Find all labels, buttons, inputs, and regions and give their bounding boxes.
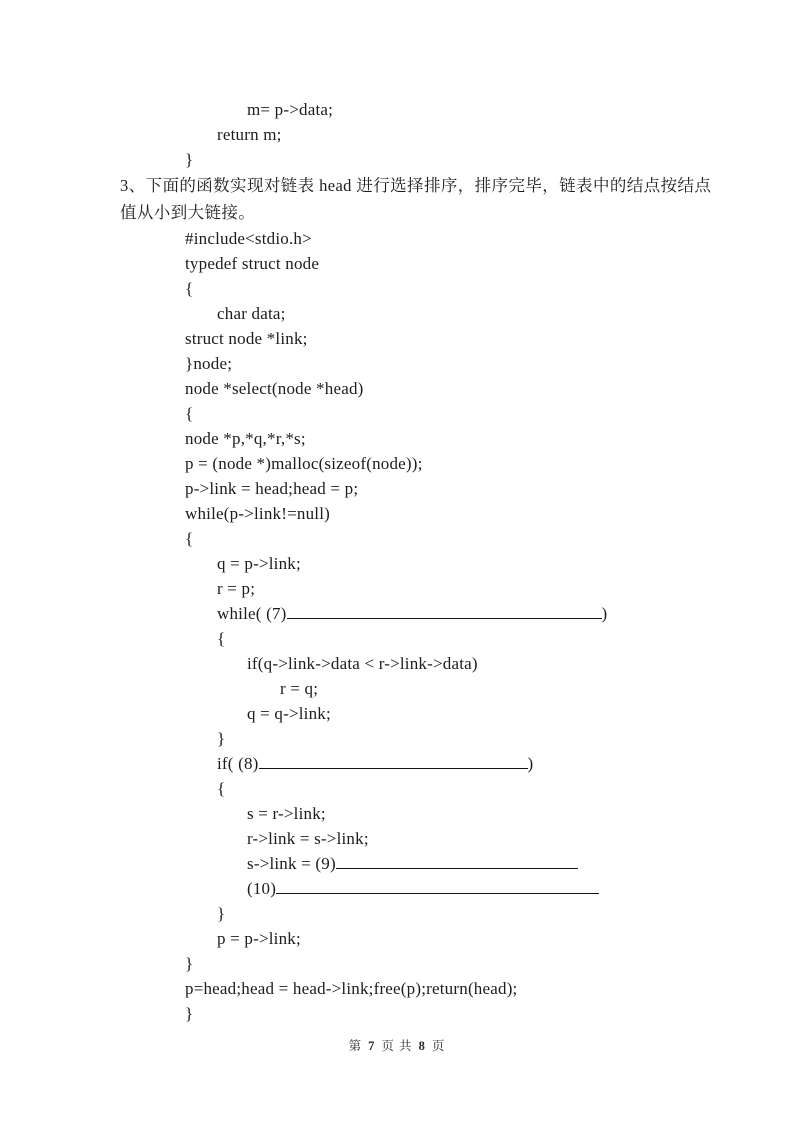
footer-suffix: 页 bbox=[431, 1039, 446, 1053]
footer-total-pages: 8 bbox=[418, 1039, 426, 1053]
page-footer bbox=[0, 1038, 794, 1054]
fill-in-blank-line bbox=[336, 852, 578, 869]
fill-in-blank-line bbox=[259, 752, 528, 769]
code-line bbox=[217, 576, 734, 601]
code-line bbox=[217, 301, 734, 326]
code-preamble bbox=[120, 97, 734, 172]
code-line-text: return m; bbox=[217, 125, 282, 144]
code-line-text: char data; bbox=[217, 304, 286, 323]
code-line-text: if( (8) bbox=[217, 754, 259, 773]
code-line-text: s->link = (9) bbox=[247, 854, 336, 873]
code-line bbox=[185, 526, 734, 551]
code-line bbox=[217, 926, 734, 951]
question-line-text: 3、下面的函数实现对链表 head 进行选择排序，排序完毕，链表中的结点按结点 bbox=[120, 176, 712, 195]
code-line-text: node *p,*q,*r,*s; bbox=[185, 429, 306, 448]
code-line bbox=[217, 626, 734, 651]
code-line bbox=[247, 701, 734, 726]
code-line bbox=[217, 726, 734, 751]
code-line-text: } bbox=[217, 904, 226, 923]
code-line bbox=[185, 351, 734, 376]
code-line-text: m= p->data; bbox=[247, 100, 334, 119]
code-line bbox=[185, 951, 734, 976]
code-line-text: q = p->link; bbox=[217, 554, 301, 573]
code-line bbox=[185, 426, 734, 451]
code-line bbox=[185, 976, 734, 1001]
blank-suffix: ) bbox=[601, 604, 608, 623]
code-line-text: { bbox=[217, 779, 226, 798]
code-line bbox=[185, 326, 734, 351]
code-line-text: p->link = head;head = p; bbox=[185, 479, 359, 498]
footer-page-number: 7 bbox=[368, 1039, 376, 1053]
code-line bbox=[217, 901, 734, 926]
code-line bbox=[217, 551, 734, 576]
code-line bbox=[185, 147, 734, 172]
code-line-text: }node; bbox=[185, 354, 233, 373]
code-line-text: p=head;head = head->link;free(p);return(head); bbox=[185, 979, 518, 998]
blank-suffix: ) bbox=[527, 754, 534, 773]
code-line bbox=[247, 97, 734, 122]
code-line-text: node *select(node *head) bbox=[185, 379, 364, 398]
code-line-text: q = q->link; bbox=[247, 704, 331, 723]
code-block bbox=[120, 226, 734, 1026]
footer-prefix: 第 bbox=[348, 1039, 363, 1053]
code-line bbox=[217, 601, 734, 626]
code-line bbox=[185, 1001, 734, 1026]
fill-in-blank-line bbox=[276, 877, 599, 894]
code-line-text: (10) bbox=[247, 879, 277, 898]
code-line-text: } bbox=[217, 729, 226, 748]
footer-middle: 页 共 bbox=[381, 1039, 413, 1053]
code-line-text: struct node *link; bbox=[185, 329, 308, 348]
code-line-text: r = q; bbox=[280, 679, 319, 698]
code-line-text: r->link = s->link; bbox=[247, 829, 369, 848]
question-line bbox=[120, 172, 734, 199]
code-line bbox=[185, 251, 734, 276]
code-line bbox=[185, 451, 734, 476]
code-line-text: { bbox=[185, 279, 194, 298]
question-line-text: 值从小到大链接。 bbox=[120, 203, 256, 222]
question-text bbox=[120, 172, 734, 226]
code-line-text: #include<stdio.h> bbox=[185, 229, 312, 248]
code-line bbox=[185, 376, 734, 401]
code-line-text: } bbox=[185, 150, 194, 169]
code-line bbox=[247, 651, 734, 676]
code-line-text: while(p->link!=null) bbox=[185, 504, 330, 523]
code-line-text: p = (node *)malloc(sizeof(node)); bbox=[185, 454, 423, 473]
code-line bbox=[185, 501, 734, 526]
code-line-text: while( (7) bbox=[217, 604, 287, 623]
code-line bbox=[185, 276, 734, 301]
code-line bbox=[247, 851, 734, 876]
code-line-text: { bbox=[217, 629, 226, 648]
code-line bbox=[185, 226, 734, 251]
code-line bbox=[217, 751, 734, 776]
code-line bbox=[217, 122, 734, 147]
code-line-text: { bbox=[185, 404, 194, 423]
code-line bbox=[247, 826, 734, 851]
code-line bbox=[247, 876, 734, 901]
question-line bbox=[120, 199, 734, 226]
code-line-text: p = p->link; bbox=[217, 929, 301, 948]
code-line-text: typedef struct node bbox=[185, 254, 320, 273]
code-line bbox=[185, 476, 734, 501]
code-line-text: } bbox=[185, 954, 194, 973]
code-line-text: { bbox=[185, 529, 194, 548]
code-line bbox=[247, 801, 734, 826]
fill-in-blank-line bbox=[287, 602, 602, 619]
code-line-text: } bbox=[185, 1004, 194, 1023]
code-line-text: s = r->link; bbox=[247, 804, 326, 823]
code-line-text: if(q->link->data < r->link->data) bbox=[247, 654, 478, 673]
code-line bbox=[280, 676, 734, 701]
code-line bbox=[217, 776, 734, 801]
code-line bbox=[185, 401, 734, 426]
code-line-text: r = p; bbox=[217, 579, 256, 598]
